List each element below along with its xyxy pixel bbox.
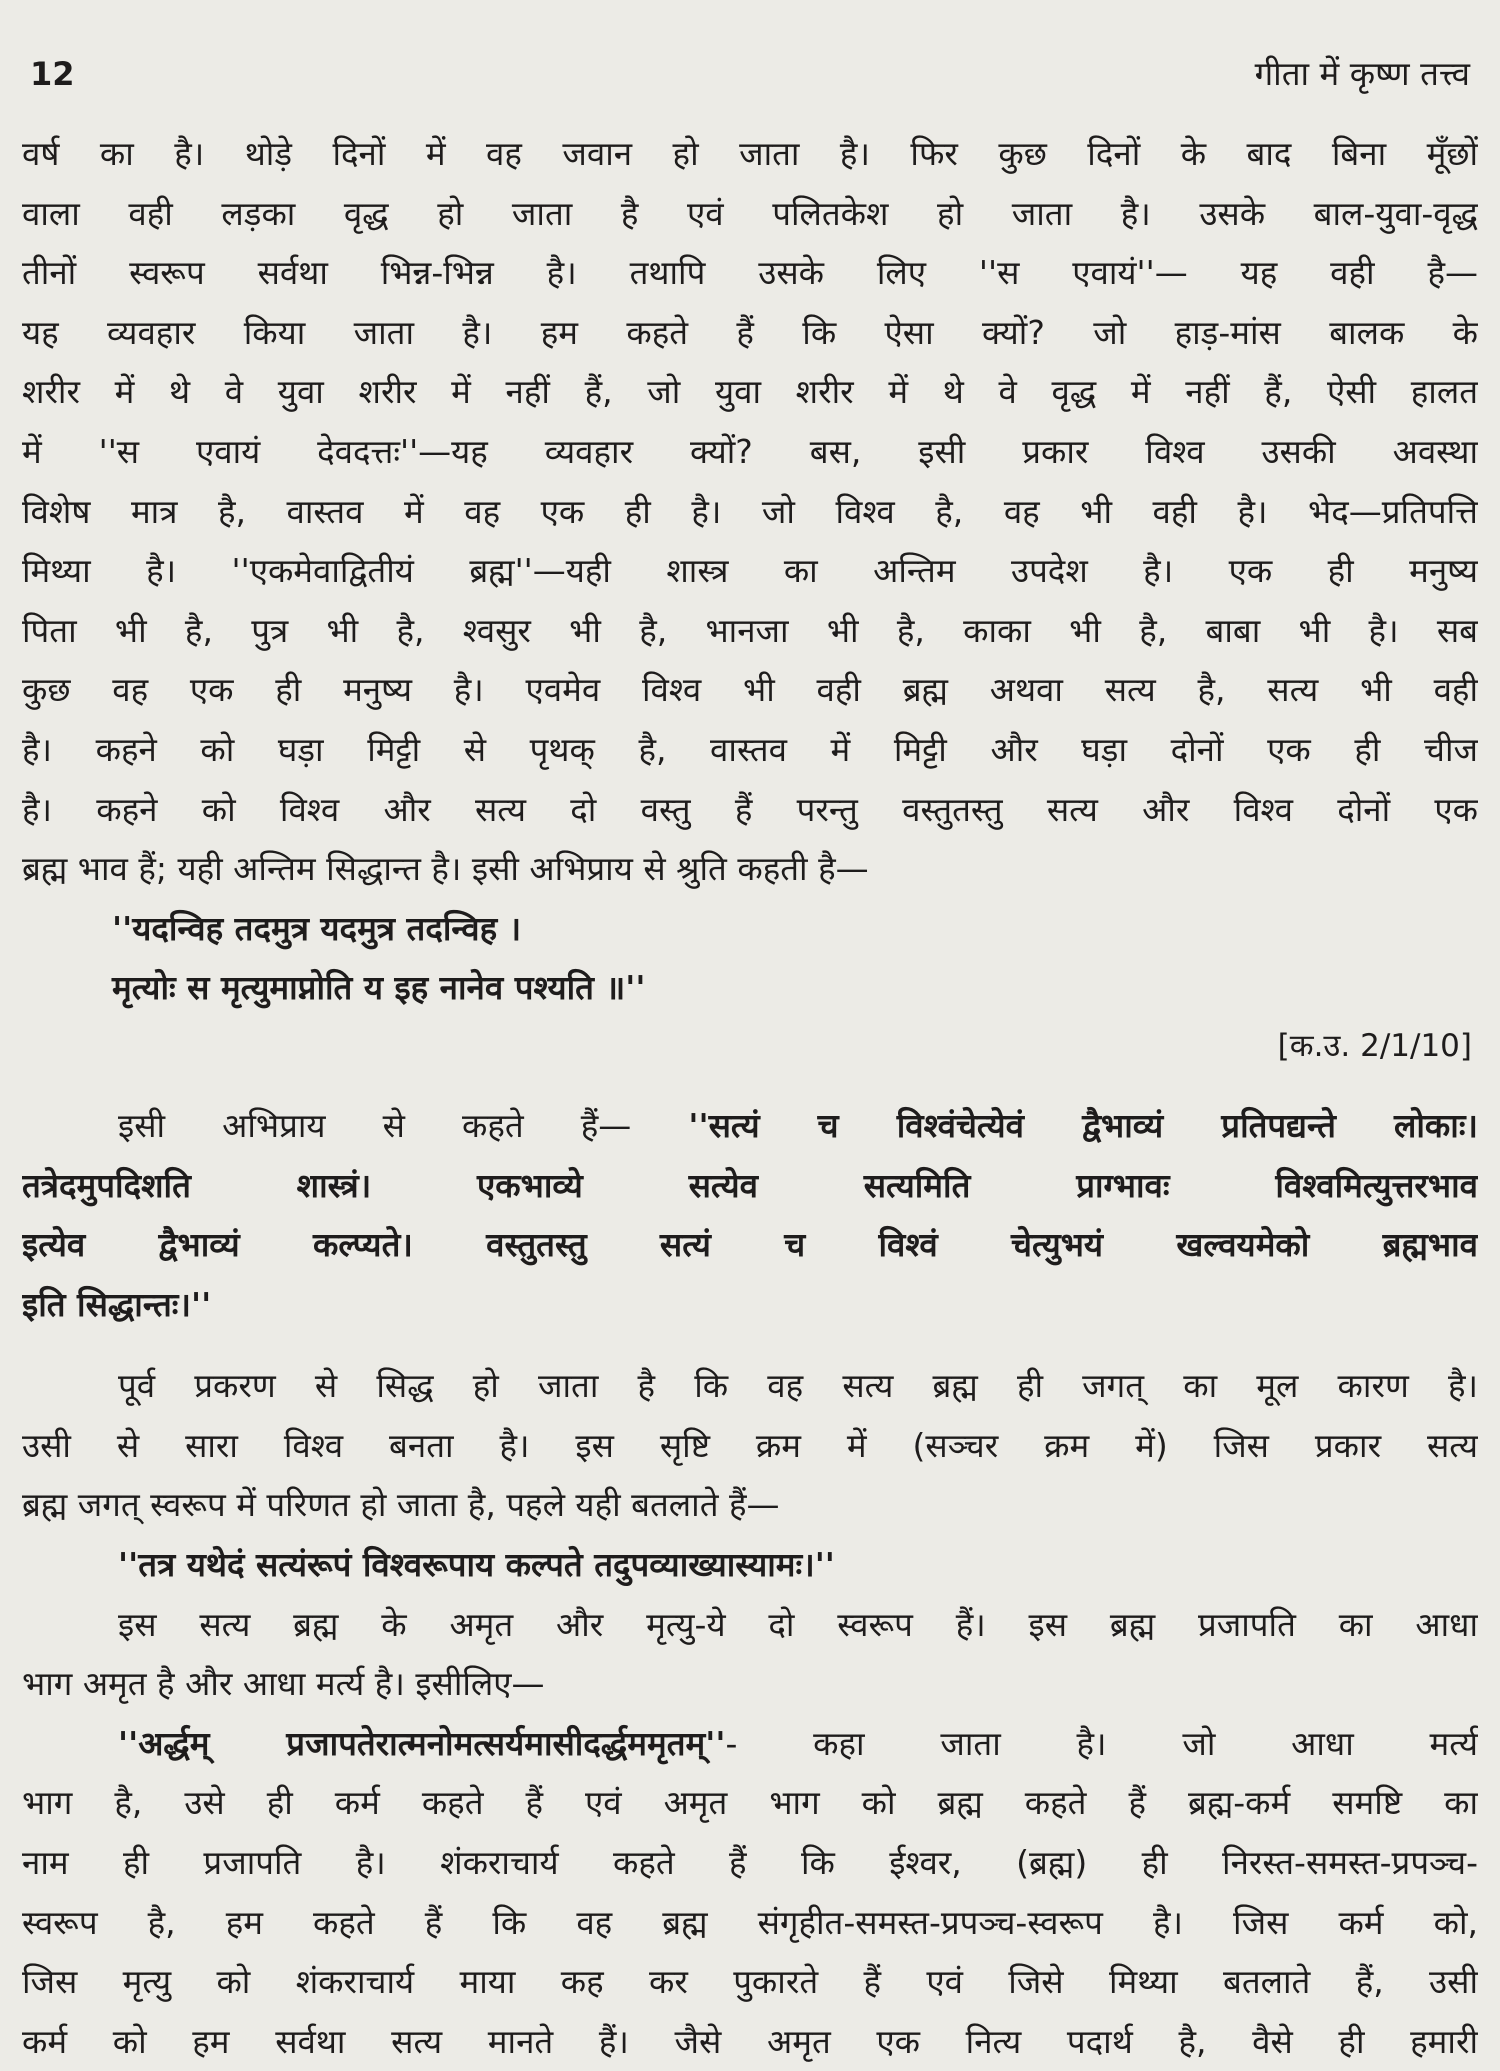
text-line: यह व्यवहार किया जाता है। हम कहते हैं कि ऐसा क्यों? जो हाड़-मांस बालक के xyxy=(22,312,1478,352)
text-line: ब्रह्म भाव हैं; यही अन्तिम सिद्धान्त है। इसी अभिप्राय से श्रुति कहती है— xyxy=(22,849,869,889)
text-line: इस सत्य ब्रह्म के अमृत और मृत्यु-ये दो स्वरूप हैं। इस ब्रह्म प्रजापति का आधा xyxy=(118,1604,1478,1644)
text-line: कर्म को हम सर्वथा सत्य मानते हैं। जैसे अमृत एक नित्य पदार्थ है, वैसे ही हमारी xyxy=(22,2021,1478,2061)
text-line: पिता भी है, पुत्र भी है, श्वसुर भी है, भानजा भी है, काका भी है, बाबा भी है। सब xyxy=(22,610,1478,650)
verse-line: ''यदन्विह तदमुत्र यदमुत्र तदन्विह । xyxy=(112,908,522,948)
text-line: वर्ष का है। थोड़े दिनों में वह जवान हो जाता है। फिर कुछ दिनों के बाद बिना मूँछों xyxy=(22,134,1478,173)
spacer xyxy=(22,1334,1478,1356)
text-line: है। कहने को विश्व और सत्य दो वस्तु हैं परन्तु वस्तुतस्तु सत्य और विश्व दोनों एक xyxy=(22,789,1478,829)
text-line: तीनों स्वरूप सर्वथा भिन्न-भिन्न है। तथापि उसके लिए ''स एवायं''— यह वही है— xyxy=(22,253,1478,293)
verse-citation: [क.उ. 2/1/10] xyxy=(1277,1027,1472,1064)
text-line: उसी से सारा विश्व बनता है। इस सृष्टि क्रम में (सञ्चर क्रम में) जिस प्रकार सत्य xyxy=(22,1425,1478,1465)
text-line: भाग है, उसे ही कर्म कहते हैं एवं अमृत भाग को ब्रह्म कहते हैं ब्रह्म-कर्म समष्टि का xyxy=(22,1783,1478,1823)
text-line xyxy=(22,1096,1478,1156)
verse-line: मृत्योः स मृत्युमाप्नोति य इह नानेव पश्यति ॥'' xyxy=(112,968,646,1008)
running-title: गीता में कृष्ण तत्त्व xyxy=(1254,54,1470,93)
text-line: नाम ही प्रजापति है। शंकराचार्य कहते हैं कि ईश्वर, (ब्रह्म) ही निरस्त-समस्त-प्रपञ्च- xyxy=(22,1843,1478,1883)
tail-text: - कहा जाता है। जो आधा मर्त्य xyxy=(725,1723,1478,1763)
sanskrit-line: इत्येव द्वैभाव्यं कल्प्यते। वस्तुतस्तु सत्यं च विश्वं चेत्युभयं खल्वयमेको ब्रह्मभाव xyxy=(22,1225,1478,1265)
text-line: स्वरूप है, हम कहते हैं कि वह ब्रह्म संगृहीत-समस्त-प्रपञ्च-स्वरूप है। जिस कर्म को, xyxy=(22,1902,1478,1942)
spacer xyxy=(22,1074,1478,1096)
page-number: 12 xyxy=(30,55,75,93)
text-line: भाग अमृत है और आधा मर्त्य है। इसीलिए— xyxy=(22,1664,545,1704)
text-line: में ''स एवायं देवदत्तः''—यह व्यवहार क्यों? बस, इसी प्रकार विश्व उसकी अवस्था xyxy=(22,431,1478,471)
text-line: पूर्व प्रकरण से सिद्ध हो जाता है कि वह सत्य ब्रह्म ही जगत् का मूल कारण है। xyxy=(118,1366,1478,1406)
lead-text: इसी अभिप्राय से कहते हैं— xyxy=(118,1105,689,1145)
page-header xyxy=(22,50,1478,120)
text-line: है। कहने को घड़ा मिट्टी से पृथक् है, वास्तव में मिट्टी और घड़ा दोनों एक ही चीज xyxy=(22,729,1478,769)
text-line: वाला वही लड़का वृद्ध हो जाता है एवं पलितकेश हो जाता है। उसके बाल-युवा-वृद्ध xyxy=(22,193,1478,233)
page-body xyxy=(22,124,1478,2071)
text-line: ब्रह्म जगत् स्वरूप में परिणत हो जाता है, पहले यही बतलाते हैं— xyxy=(22,1485,780,1525)
sanskrit-quote: ''अर्द्धम् प्रजापतेरात्मनोमत्सर्यमासीदर्द्धममृतम्'' xyxy=(118,1723,726,1763)
text-line xyxy=(22,1714,1478,1774)
sanskrit-line: तत्रेदमुपदिशति शास्त्रं। एकभाव्ये सत्येव सत्यमिति प्राग्भावः विश्वमित्युत्तरभाव xyxy=(22,1165,1478,1205)
sanskrit-quote: ''तत्र यथेदं सत्यंरूपं विश्वरूपाय कल्पते तदुपव्याख्यास्यामः।'' xyxy=(118,1545,835,1585)
sanskrit-quote: ''सत्यं च विश्वंचेत्येवं द्वैभाव्यं प्रतिपद्यन्ते लोकाः। xyxy=(688,1105,1478,1145)
text-line: कुछ वह एक ही मनुष्य है। एवमेव विश्व भी वही ब्रह्म अथवा सत्य है, सत्य भी वही xyxy=(22,670,1478,710)
sanskrit-line: इति सिद्धान्तः।'' xyxy=(22,1284,212,1324)
text-line: विशेष मात्र है, वास्तव में वह एक ही है। जो विश्व है, वह भी वही है। भेद—प्रतिपत्ति xyxy=(22,491,1478,531)
text-line: जिस मृत्यु को शंकराचार्य माया कह कर पुकारते हैं एवं जिसे मिथ्या बतलाते हैं, उसी xyxy=(22,1962,1478,2002)
text-line: मिथ्या है। ''एकमेवाद्वितीयं ब्रह्म''—यही शास्त्र का अन्तिम उपदेश है। एक ही मनुष्य xyxy=(22,551,1478,591)
text-line: शरीर में थे वे युवा शरीर में नहीं हैं, जो युवा शरीर में थे वे वृद्ध में नहीं हैं, ऐसी हालत xyxy=(22,372,1478,412)
